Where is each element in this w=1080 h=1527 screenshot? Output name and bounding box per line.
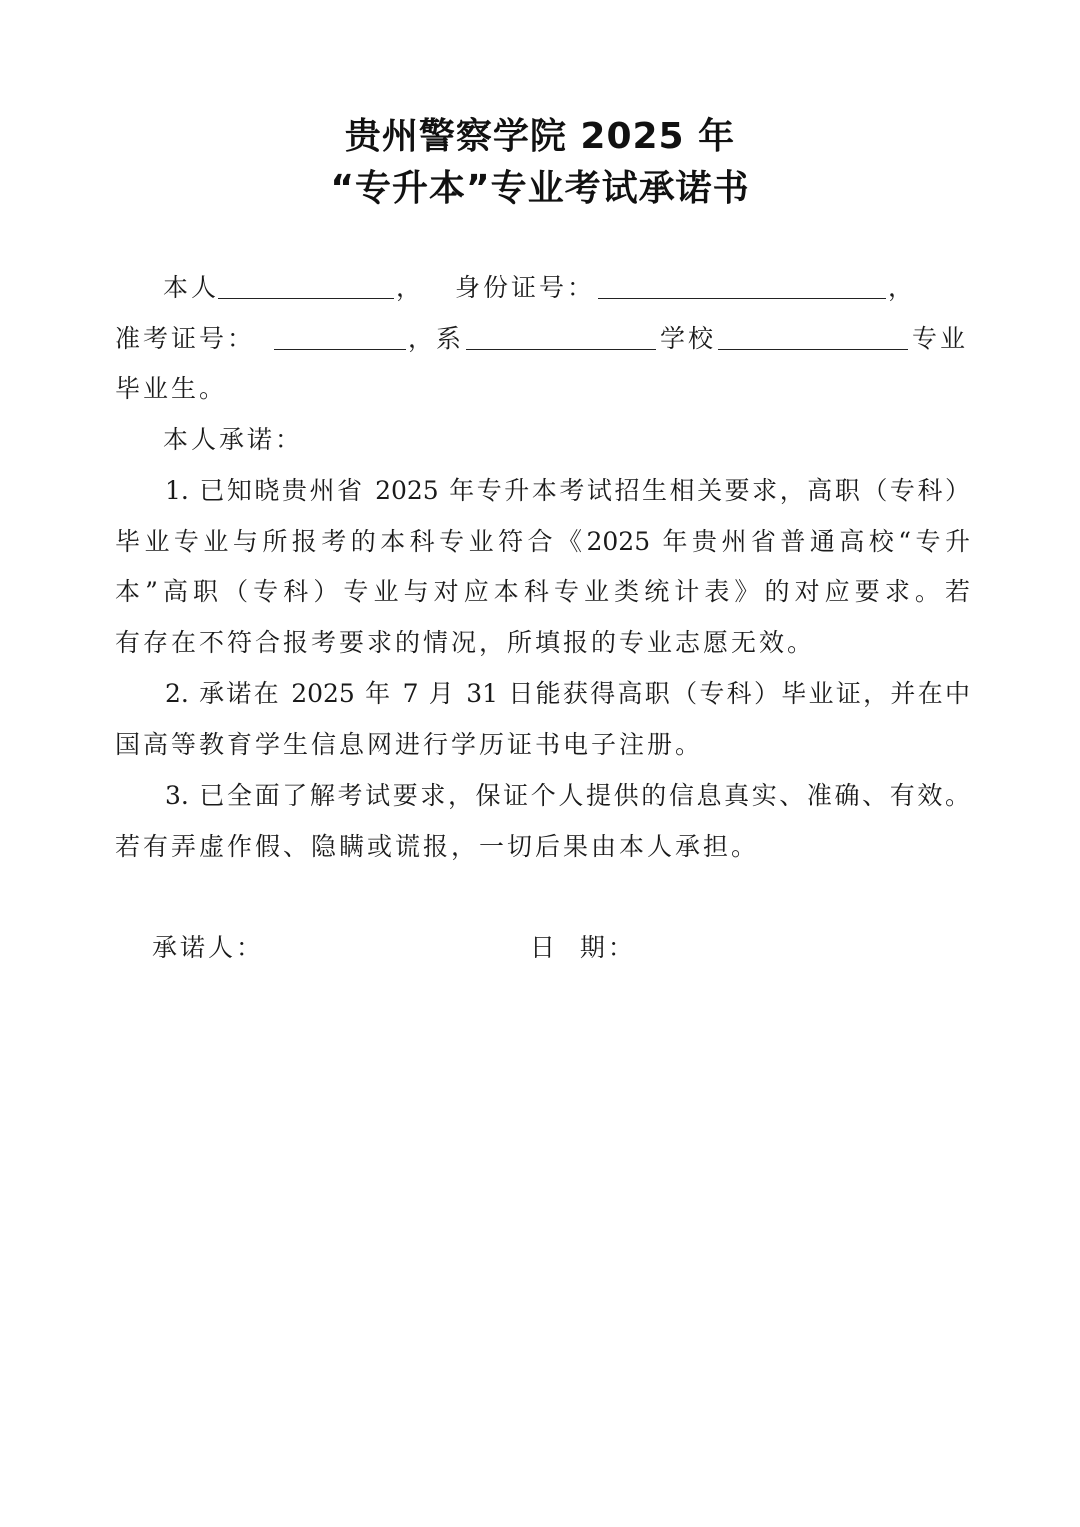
ticket-number-field[interactable] [274,323,406,350]
item-2-line-2: 国高等教育学生信息网进行学历证书电子注册。 [115,730,704,759]
item-1-line-2: 毕业专业与所报考的本科专业符合《2025 年贵州省普通高校“专升 [115,527,970,556]
department-prefix: ，系 [408,324,465,353]
school-label: 学校 [660,324,717,353]
signer-label: 承诺人： [152,933,265,962]
item-1-line-4: 有存在不符合报考要求的情况，所填报的专业志愿无效。 [115,628,816,657]
date-label: 日 期： [530,933,636,962]
major-label: 专业 [912,324,969,353]
comma-2: ， [888,273,917,302]
item-1-line-1: 1. 已知晓贵州省 2025 年专升本考试招生相关要求，高职（专科） [165,476,970,505]
id-number-field[interactable] [598,272,886,299]
major-field[interactable] [718,323,908,350]
item-2-line-1: 2. 承诺在 2025 年 7 月 31 日能获得高职（专科）毕业证，并在中 [165,679,970,708]
item-1-line-3: 本”高职（专科）专业与对应本科专业类统计表》的对应要求。若 [115,577,970,606]
school-field[interactable] [466,323,656,350]
document-title-line1: 贵州警察学院 2025 年 [344,116,736,157]
item-3-line-1: 3. 已全面了解考试要求，保证个人提供的信息真实、准确、有效。 [165,781,970,810]
promise-heading: 本人承诺： [163,425,304,454]
name-label: 本人 [163,273,220,302]
document-title-line2: “专升本”专业考试承诺书 [330,168,750,209]
item-3-line-2: 若有弄虚作假、隐瞒或谎报，一切后果由本人承担。 [115,832,760,861]
name-field[interactable] [218,272,394,299]
ticket-number-label: 准考证号： [115,324,256,353]
id-number-label: 身份证号： [455,273,596,302]
comma-1: ， [396,273,425,302]
graduate-text: 毕业生。 [115,374,228,403]
